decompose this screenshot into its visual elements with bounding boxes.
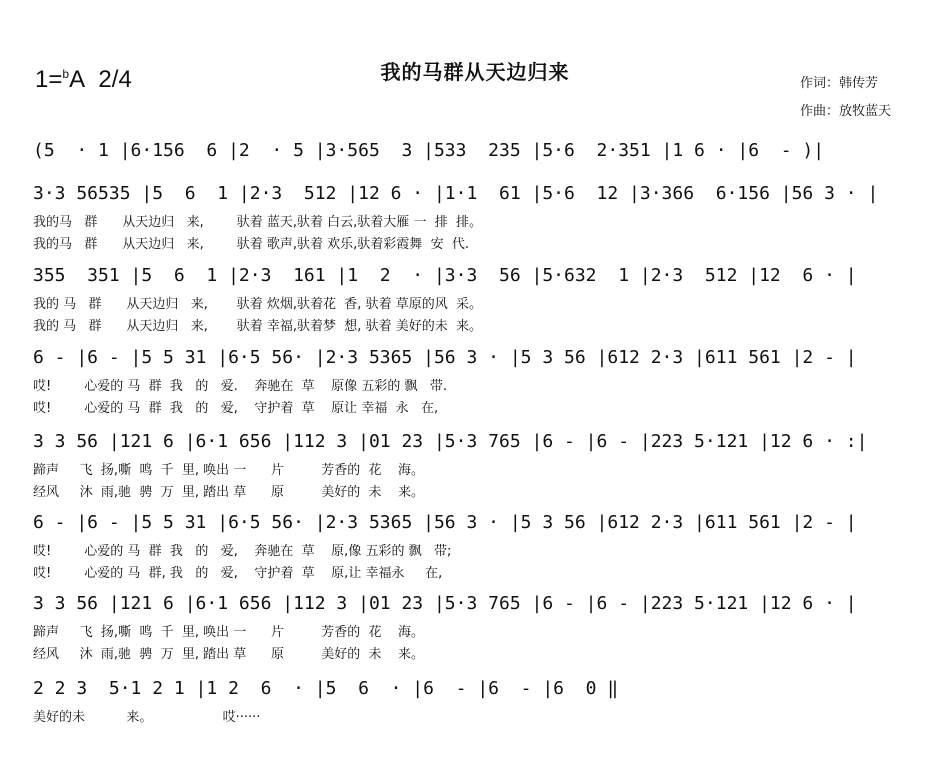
notation-line: 3 3 56 |121 6 |6·1 656 |112 3 |01 23 |5·3 765 |6 - |6 - |223 5·121 |12 6 · | bbox=[33, 593, 857, 614]
song-title: 我的马群从天边归来 bbox=[380, 60, 570, 84]
lyric-line: 哎! 心爱的 马 群 我 的 爱, 守护着 草 原让 幸福 永 在, bbox=[33, 401, 439, 416]
lyric-line: 经风 沐 雨,驰 骋 万 里, 踏出 草 原 美好的 未 来。 bbox=[33, 647, 425, 662]
lyric-line: 经风 沐 雨,驰 骋 万 里, 踏出 草 原 美好的 未 来。 bbox=[33, 485, 425, 500]
notation-line: 3·3 56535 |5 6 1 |2·3 512 |12 6 · |1·1 61 |5·6 12 |3·366 6·156 |56 3 · | bbox=[33, 183, 879, 204]
lyric-line: 哎! 心爱的 马 群 我 的 爱. 奔驰在 草 原像 五彩的 飘 带. bbox=[33, 379, 447, 394]
lyric-line: 我的 马 群 从天边归 来, 驮着 炊烟,驮着花 香, 驮着 草原的风 采。 bbox=[33, 297, 482, 312]
composer-credit: 作曲：放牧蓝天 bbox=[800, 104, 892, 119]
lyric-line: 美好的未 来。 哎······ bbox=[33, 710, 261, 725]
key-flat: b bbox=[62, 67, 70, 81]
lyricist-credit: 作词：韩传芳 bbox=[800, 76, 879, 91]
key-note: A bbox=[69, 66, 86, 93]
notation-line: 355 351 |5 6 1 |2·3 161 |1 2 · |3·3 56 |5·632 1 |2·3 512 |12 6 · | bbox=[33, 265, 857, 286]
lyric-line: 我的马 群 从天边归 来, 驮着 歌声,驮着 欢乐,驮着彩霞舞 安 代. bbox=[33, 237, 469, 252]
lyric-line: 哎! 心爱的 马 群, 我 的 爱, 守护着 草 原,让 幸福永 在, bbox=[33, 566, 443, 581]
lyric-line: 我的 马 群 从天边归 来, 驮着 幸福,驮着梦 想, 驮着 美好的未 来。 bbox=[33, 319, 482, 334]
lyric-line: 哎! 心爱的 马 群 我 的 爱, 奔驰在 草 原,像 五彩的 飘 带; bbox=[33, 544, 452, 559]
lyric-line: 蹄声 飞 扬,嘶 鸣 千 里, 唤出 一 片 芳香的 花 海。 bbox=[33, 463, 425, 478]
notation-line: 2 2 3 5·1 2 1 |1 2 6 · |5 6 · |6 - |6 - |6 0 ‖ bbox=[33, 678, 619, 699]
notation-line: 3 3 56 |121 6 |6·1 656 |112 3 |01 23 |5·3 765 |6 - |6 - |223 5·121 |12 6 · :| bbox=[33, 431, 868, 452]
notation-line: 6 - |6 - |5 5 31 |6·5 56· |2·3 5365 |56 3 · |5 3 56 |612 2·3 |611 561 |2 - | bbox=[33, 512, 857, 533]
lyric-line: 蹄声 飞 扬,嘶 鸣 千 里, 唤出 一 片 芳香的 花 海。 bbox=[33, 625, 425, 640]
lyric-line: 我的马 群 从天边归 来, 驮着 蓝天,驮着 白云,驮着大雁 一 排 排。 bbox=[33, 215, 482, 230]
notation-line: 6 - |6 - |5 5 31 |6·5 56· |2·3 5365 |56 3 · |5 3 56 |612 2·3 |611 561 |2 - | bbox=[33, 347, 857, 368]
time-signature: 2/4 bbox=[98, 66, 132, 93]
notation-line: (5 · 1 |6·156 6 |2 · 5 |3·565 3 |533 235 |5·6 2·351 |1 6 · |6 - )| bbox=[33, 140, 825, 161]
key-prefix: 1= bbox=[35, 66, 63, 93]
